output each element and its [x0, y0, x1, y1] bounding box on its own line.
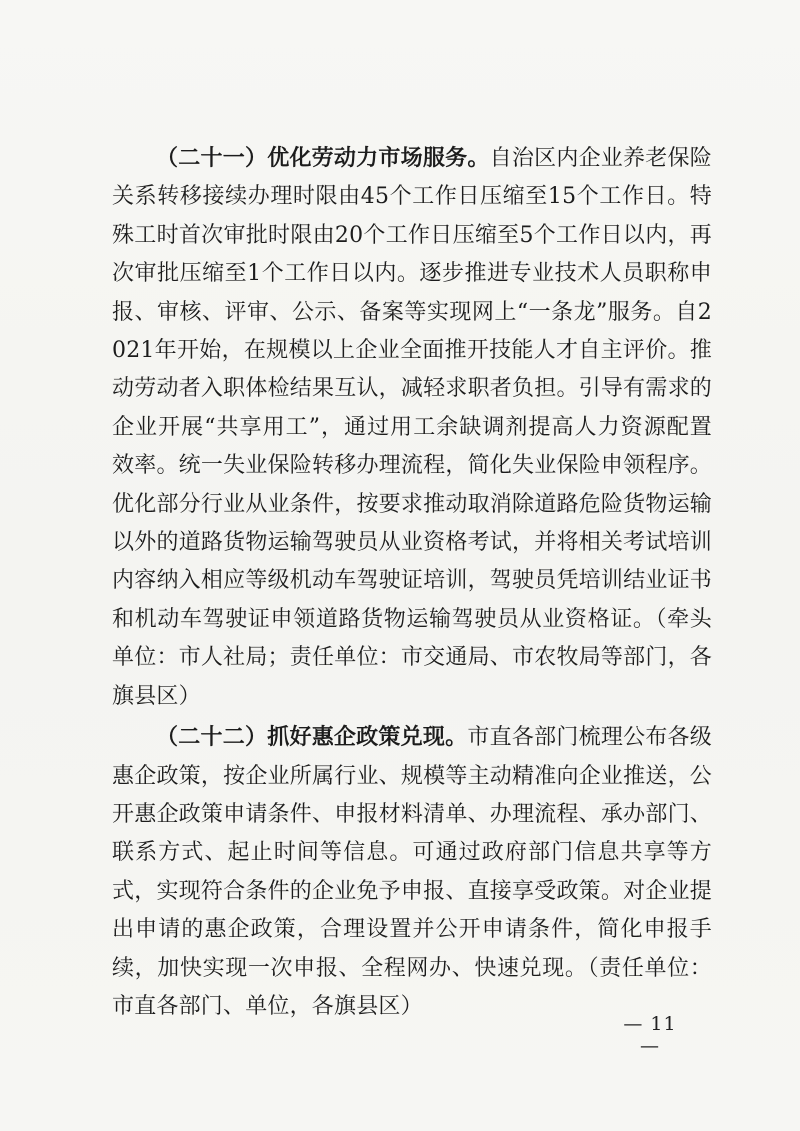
paragraph-21 [112, 140, 712, 716]
page-number: — 11 — [623, 1013, 677, 1057]
paragraph-22-heading: （二十二）抓好惠企政策兑现。 [156, 725, 468, 751]
body-text [112, 140, 712, 1026]
paragraph-22 [112, 719, 712, 1026]
paragraph-21-body: 自治区内企业养老保险关系转移接续办理时限由45个工作日压缩至15个工作日。特殊工时首次审批时限由20个工作日压缩至5个工作日以内，再次审批压缩至1个工作日以内。逐步推进专业技术人员职称申报、审核、评审、公示、备案等实现网上“一条龙”服务。自2021年开始，在规模以上企业全面推开技能人才自主评价。推动劳动者入职体检结果互认，减轻求职者负担。引导有需求的企业开展“共享用工”，通过用工余缺调剂提高人力资源配置效率。统一失业保险转移办理流程，简化失业保险申领程序。优化部分行业从业条件，按要求推动取消除道路危险货物运输以外的道路货物运输驾驶员从业资格考试，并将相关考试培训内容纳入相应等级机动车驾驶证培训，驾驶员凭培训结业证书和机动车驾驶证申领道路货物运输驾驶员从业资格证。（牵头单位：市人社局；责任单位：市交通局、市农牧局等部门，各旗县区） [112, 146, 712, 709]
paragraph-22-body: 市直各部门梳理公布各级惠企政策，按企业所属行业、规模等主动精准向企业推送，公开惠企政策申请条件、申报材料清单、办理流程、承办部门、联系方式、起止时间等信息。可通过政府部门信息共享等方式，实现符合条件的企业免予申报、直接享受政策。对企业提出申请的惠企政策，合理设置并公开申请条件，简化申报手续，加快实现一次申报、全程网办、快速兑现。（责任单位：市直各部门、单位，各旗县区） [112, 725, 713, 1019]
paragraph-21-heading: （二十一）优化劳动力市场服务。 [156, 146, 490, 171]
